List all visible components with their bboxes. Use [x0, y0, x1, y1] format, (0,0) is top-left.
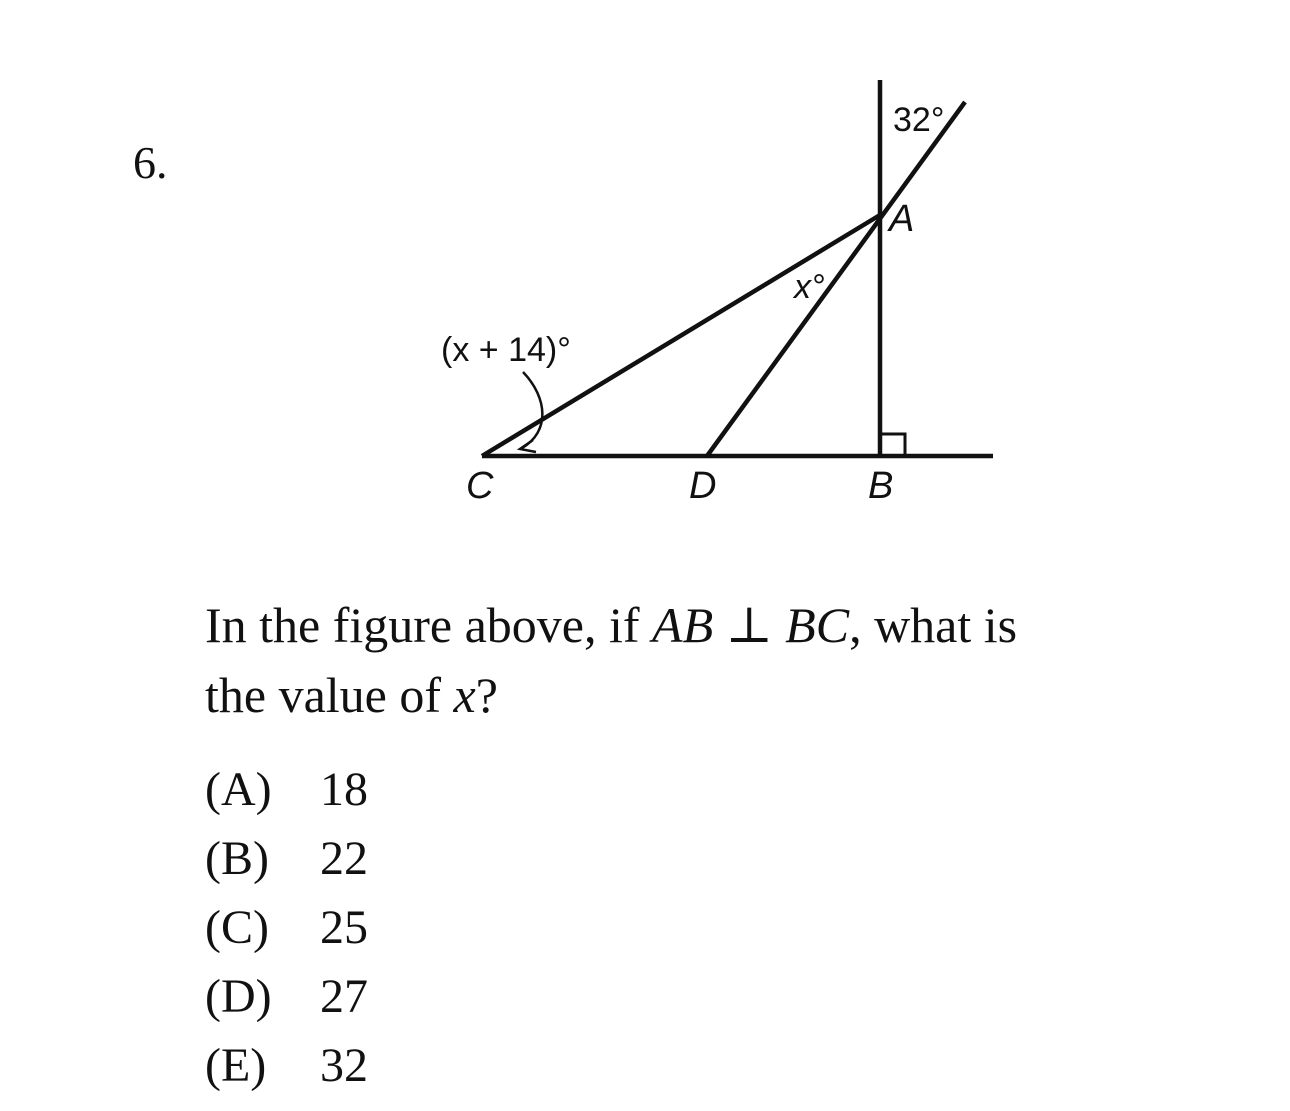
angle-pointer-arrow [522, 372, 542, 448]
choice-letter: (A) [205, 763, 272, 816]
choice-value: 22 [320, 832, 368, 885]
choice-value: 25 [320, 901, 368, 954]
perpendicular-symbol: ⊥ [713, 597, 786, 653]
choice-letter: (B) [205, 832, 269, 885]
stem-variable-x: x [453, 667, 476, 723]
angle-label-x: x° [794, 268, 825, 306]
question-line-2 [205, 660, 1205, 730]
choice-letter: (D) [205, 970, 272, 1023]
choice-value: 27 [320, 970, 368, 1023]
choice-a[interactable] [205, 755, 368, 824]
point-label-d: D [689, 465, 717, 507]
angle-label-x-plus-14: (x + 14)° [441, 331, 571, 369]
choice-value: 32 [320, 1039, 368, 1092]
question-stem [205, 590, 1205, 730]
stem-segment-bc: BC [785, 597, 850, 653]
choice-letter: (E) [205, 1039, 267, 1092]
stem-text-1: In the figure above, if [205, 597, 653, 653]
choice-d[interactable] [205, 962, 368, 1031]
line-da [707, 102, 965, 456]
stem-text-3: the value of [205, 667, 454, 723]
choice-value: 18 [320, 763, 368, 816]
choice-b[interactable] [205, 824, 368, 893]
question-line-1 [205, 590, 1205, 660]
choice-e[interactable] [205, 1031, 368, 1100]
point-label-a: A [889, 198, 915, 240]
question-number: 6. [133, 137, 168, 188]
stem-question-mark: ? [475, 667, 498, 723]
angle-pointer-arrowhead [520, 440, 536, 452]
stem-text-2: , what is [849, 597, 1018, 653]
right-angle-marker [880, 434, 905, 456]
choice-c[interactable] [205, 893, 368, 962]
point-label-b: B [868, 465, 894, 507]
choice-letter: (C) [205, 901, 269, 954]
answer-choices [205, 755, 368, 1100]
point-label-c: C [466, 465, 494, 507]
stem-segment-ab: AB [652, 597, 714, 653]
angle-label-32: 32° [893, 101, 945, 139]
